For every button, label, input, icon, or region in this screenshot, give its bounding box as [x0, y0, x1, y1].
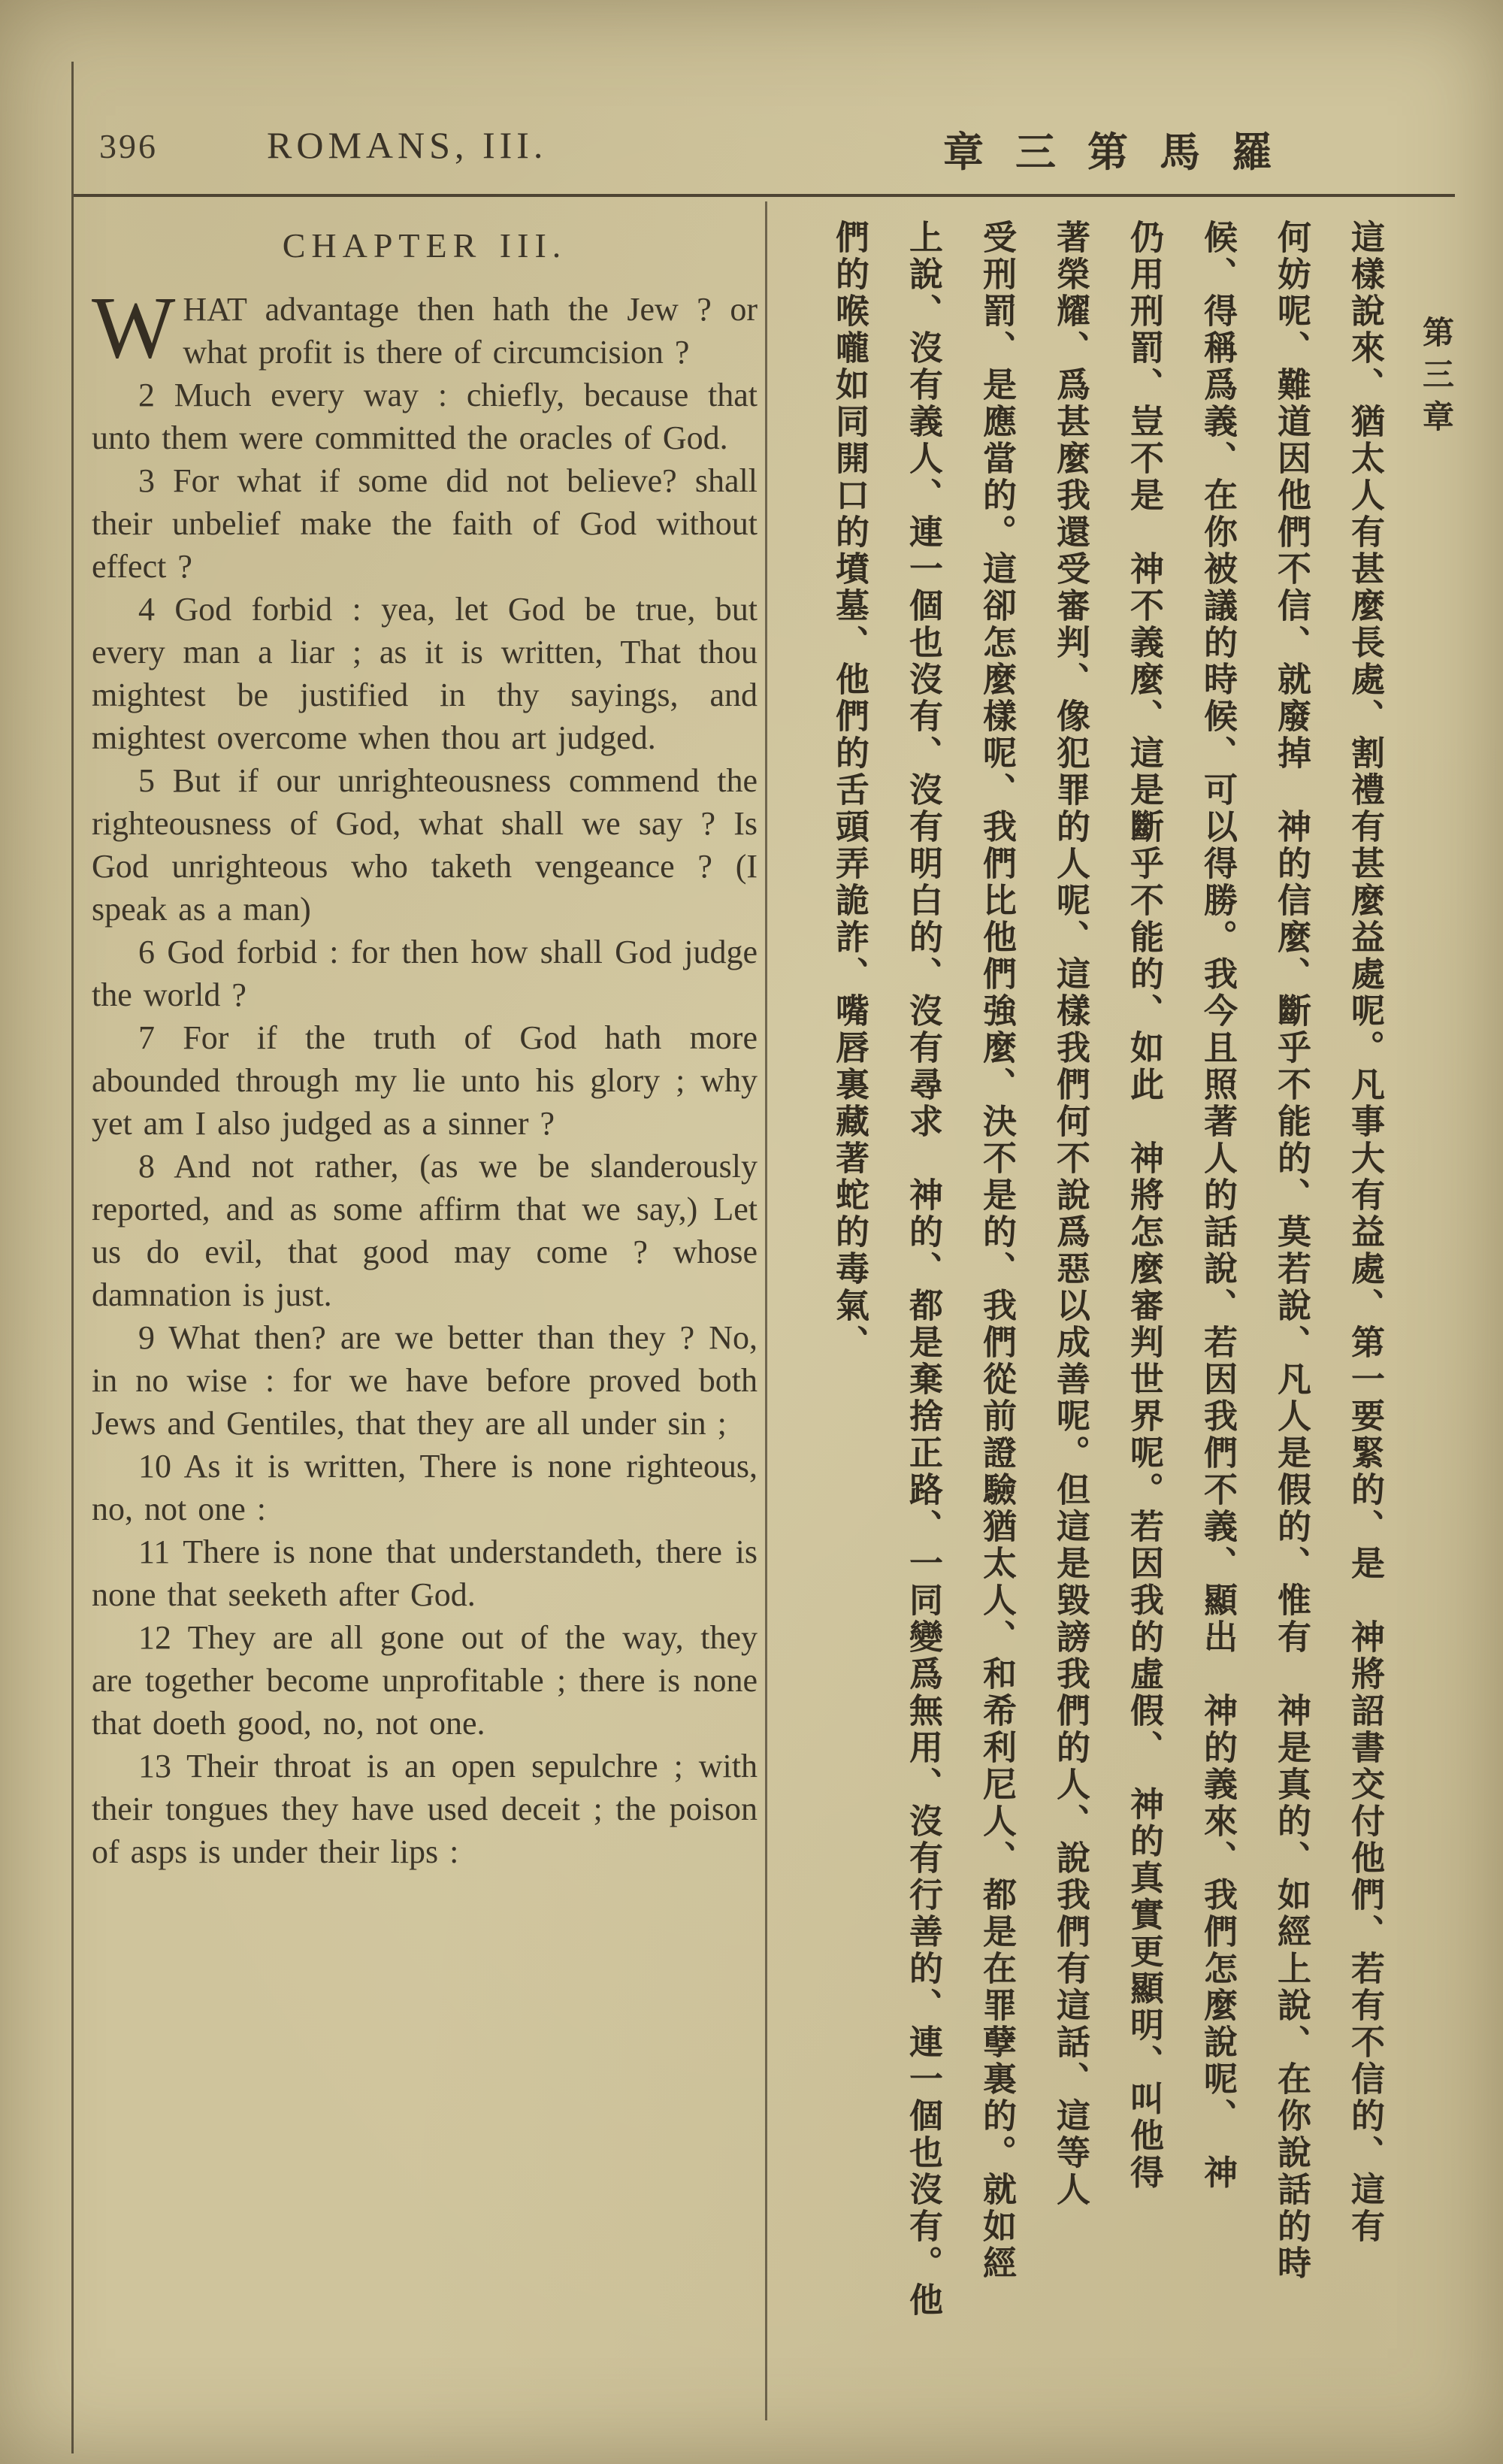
running-title-chinese: 章三第馬羅: [943, 128, 1304, 176]
verse-paragraph: 8 And not rather, (as we be slanderously reported, and as some affirm that we say,) Let us do evil, that good may come ? whose damnation is just.: [92, 1148, 758, 1313]
chinese-column: 候、得稱爲義、在你被議的時候、可以得勝。我今且照著人的話說、若因我們不義、顯出 神的義來、我們怎麼說呢、 神: [1198, 219, 1238, 2192]
chinese-column: 著榮耀、爲甚麼我還受審判、像犯罪的人呢、這樣我們何不說爲惡以成善呢。但這是毀謗我們的人、說我們有這話、這等人: [1051, 219, 1090, 2208]
verse-paragraph: 11 There is none that understandeth, there is none that seeketh after God.: [92, 1533, 758, 1613]
chinese-column: 這樣說來、猶太人有甚麼長處、割禮有甚麼益處呢。凡事大有益處、第一要緊的、是 神將詔書交付他們、若有不信的、這有: [1345, 219, 1385, 2245]
verse-paragraph: 6 God forbid : for then how shall God judge the world ?: [92, 934, 758, 1013]
verse-paragraph: 7 For if the truth of God hath more abounded through my lie unto his glory ; why yet am I also judged as a sinner ?: [92, 1019, 758, 1142]
chinese-chapter-marker: 第三章: [1418, 316, 1455, 442]
verse-paragraph: 13 Their throat is an open sepulchre ; with their tongues they have used deceit ; the poison of asps is under their lips :: [92, 1748, 758, 1870]
opening-text: HAT advantage then hath the Jew ? or what profit is there of circumcision ?: [183, 291, 758, 371]
dropcap-letter: W: [92, 278, 176, 377]
verse-paragraph: 9 What then? are we better than they ? No, in no wise : for we have before proved both Jews and Gentiles, that they are all under sin ;: [92, 1319, 758, 1442]
page-number: 396: [99, 127, 158, 165]
header-rule: [74, 194, 1455, 197]
page-header: [0, 120, 1503, 180]
verse-paragraph: 5 But if our unrighteousness commend the righteousness of God, what shall we say ? Is God unrighteous who taketh vengeance ? (I speak as a man): [92, 762, 758, 928]
running-title-english: ROMANS, III.: [267, 124, 548, 166]
verse-paragraph: 12 They are all gone out of the way, they are together become unprofitable ; there is none that doeth good, no, not one.: [92, 1619, 758, 1742]
chinese-column: 仍用刑罰、豈不是 神不義麼、這是斷乎不能的、如此 神將怎麼審判世界呢。若因我的虛假、 神的真實更顯明、叫他得: [1124, 219, 1164, 2192]
chinese-column: 們的喉嚨如同開口的墳墓、他們的舌頭弄詭詐、嘴唇裏藏著蛇的毒氣、: [830, 219, 869, 1361]
verse-paragraph: 2 Much every way : chiefly, because that unto them were committed the oracles of God.: [92, 377, 758, 456]
chinese-text-column: [788, 219, 1455, 2399]
chinese-column: 上說、沒有義人、連一個也沒有、沒有明白的、沒有尋求 神的、都是棄捨正路、一同變爲無用、沒有行善的、連一個也沒有。他: [903, 219, 943, 2319]
chinese-column: 何妨呢、難道因他們不信、就廢掉 神的信麼、斷乎不能的、莫若說、凡人是假的、惟有 神是真的、如經上說、在你說話的時: [1272, 219, 1311, 2282]
english-text-column: [92, 224, 758, 1873]
verse-paragraph: 10 As it is written, There is none righteous, no, not one :: [92, 1448, 758, 1527]
verse-paragraph: 3 For what if some did not believe? shall their unbelief make the faith of God without effect ?: [92, 462, 758, 585]
verse-paragraph: 4 God forbid : yea, let God be true, but every man a liar ; as it is written, That thou mightest be justified in thy sayings, and mightest overcome when thou art judged.: [92, 591, 758, 756]
chinese-column: 受刑罰、是應當的。這卻怎麼樣呢、我們比他們強麼、決不是的、我們從前證驗猶太人、和希利尼人、都是在罪孽裏的。就如經: [977, 219, 1017, 2282]
column-divider-rule: [765, 201, 767, 2420]
verse-paragraph-opening: [92, 278, 758, 377]
chapter-heading: CHAPTER III.: [282, 226, 567, 265]
left-margin-rule: [71, 62, 74, 2453]
